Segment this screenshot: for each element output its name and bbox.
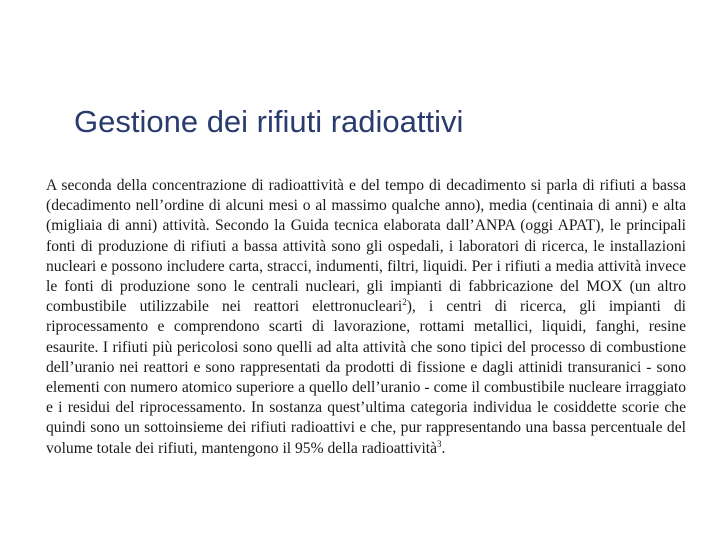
footnote-ref-3: 3 bbox=[437, 438, 442, 449]
body-paragraph bbox=[46, 176, 686, 459]
body-text-part2: ), i centri di ricerca, gli impianti di riprocessamento e comprendono scarti di lavorazione, rottami metallici, liquidi, fanghi, resine esaurite. I rifiuti più pericolosi sono quelli ad alta attività che sono tipici del processo di combustione dell’uranio nei reattori e sono rappresentati da prodotti di fissione e dagli attinidi transuranici - sono elementi con numero atomico superiore a quello dell’uranio - come il combustibile nucleare irraggiato e i residui del riprocessamento. In sostanza quest’ultima categoria individua le cosiddette scorie che quindi sono un sottoinsieme dei rifiuti radioattivi e che, pur rappresentando una bassa percentuale del volume totale dei rifiuti, mantengono il 95% della radioattività bbox=[46, 298, 686, 457]
body-text-part1: A seconda della concentrazione di radioattività e del tempo di decadimento si parla di rifiuti a bassa (decadimento nell’ordine di alcuni mesi o al massimo qualche anno), media (centinaia di anni) e alta (migliaia di anni) attività. Secondo la Guida tecnica elaborata dall’ANPA (oggi APAT), le principali fonti di produzione di rifiuti a bassa attività sono gli ospedali, i laboratori di ricerca, le installazioni nucleari e possono includere carta, stracci, indumenti, filtri, liquidi. Per i rifiuti a media attività invece le fonti di produzione sono le centrali nucleari, gli impianti di fabbricazione del MOX (un altro combustibile utilizzabile nei reattori elettronucleari bbox=[46, 177, 686, 316]
body-text-part3: . bbox=[441, 439, 446, 457]
slide-title: Gestione dei rifiuti radioattivi bbox=[74, 104, 464, 139]
footnote-ref-2: 2 bbox=[402, 297, 407, 308]
